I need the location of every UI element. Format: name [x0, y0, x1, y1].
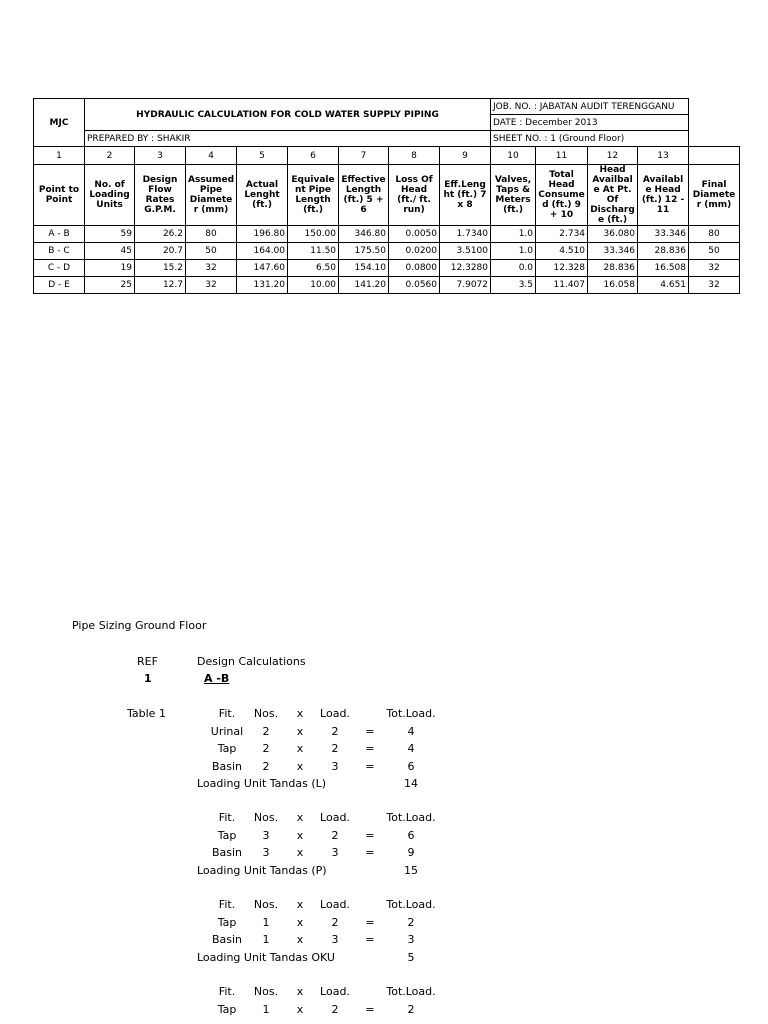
column-header: Equivale nt Pipe Length (ft.): [288, 165, 339, 226]
column-header: Effective Length (ft.) 5 + 6: [339, 165, 389, 226]
loading-unit-total: 14: [404, 777, 418, 790]
calc-cell: x: [296, 1003, 304, 1016]
calc-cell: 2: [331, 725, 339, 738]
col-number: 4: [186, 147, 237, 165]
calc-column-header: Tot.Load.: [386, 985, 436, 998]
table-cell: 0.0: [491, 260, 536, 277]
calc-column-header: Tot.Load.: [386, 811, 436, 824]
col-number: 9: [440, 147, 491, 165]
column-header: Head Availbal e At Pt. Of Discharg e (ft.): [588, 165, 638, 226]
table-cell: 15.2: [135, 260, 186, 277]
table-cell: 36.080: [588, 226, 638, 243]
calc-cell: 6: [407, 760, 415, 773]
table-cell: 50: [186, 243, 237, 260]
table-cell: 196.80: [237, 226, 288, 243]
table-cell: 16.058: [588, 277, 638, 294]
col-number: 13: [638, 147, 689, 165]
table-cell: 164.00: [237, 243, 288, 260]
loading-unit-total-label: Loading Unit Tandas OKU: [197, 951, 335, 964]
calc-column-header: Load.: [320, 707, 350, 720]
col-number: 12: [588, 147, 638, 165]
calc-cell: 2: [262, 742, 270, 755]
calc-cell: 1: [262, 1003, 270, 1016]
table-cell: B - C: [34, 243, 85, 260]
table-cell: 12.3280: [440, 260, 491, 277]
table-cell: 20.7: [135, 243, 186, 260]
table-cell: 1.0: [491, 226, 536, 243]
table-cell: 11.50: [288, 243, 339, 260]
calc-column-header: Load.: [320, 985, 350, 998]
table-cell: 7.9072: [440, 277, 491, 294]
table-cell: A - B: [34, 226, 85, 243]
calc-column-header: Fit.: [218, 898, 236, 911]
table-cell: 32: [186, 277, 237, 294]
title-row-3: [34, 131, 740, 147]
calc-cell: Tap: [217, 1003, 237, 1016]
loading-unit-total: 15: [404, 864, 418, 877]
table-cell: 175.50: [339, 243, 389, 260]
table-cell: 10.00: [288, 277, 339, 294]
table-cell: C - D: [34, 260, 85, 277]
table-cell: 80: [186, 226, 237, 243]
calc-cell: =: [365, 933, 375, 946]
table-cell: D - E: [34, 277, 85, 294]
col-number: 1: [34, 147, 85, 165]
table-cell: 346.80: [339, 226, 389, 243]
col-number: 3: [135, 147, 186, 165]
table-cell: 3.5100: [440, 243, 491, 260]
calc-cell: =: [365, 916, 375, 929]
table-cell: 1.7340: [440, 226, 491, 243]
table-cell: 4.510: [536, 243, 588, 260]
col-number: 5: [237, 147, 288, 165]
calc-cell: 3: [331, 760, 339, 773]
sheet-number: SHEET NO. : 1 (Ground Floor): [491, 131, 689, 147]
column-header: Assumed Pipe Diamete r (mm): [186, 165, 237, 226]
calc-cell: =: [365, 829, 375, 842]
column-header: Loss Of Head (ft./ ft. run): [389, 165, 440, 226]
column-header: Valves, Taps & Meters (ft.): [491, 165, 536, 226]
hydraulic-calculation-table: [33, 98, 740, 294]
calc-cell: 3: [331, 846, 339, 859]
column-header: Design Flow Rates G.P.M.: [135, 165, 186, 226]
table-row: [34, 226, 740, 243]
table-reference: Table 1: [127, 707, 166, 720]
calc-cell: x: [296, 829, 304, 842]
calc-cell: Basin: [211, 846, 243, 859]
calc-column-header: Tot.Load.: [386, 707, 436, 720]
calc-cell: 6: [407, 829, 415, 842]
calc-cell: 4: [407, 742, 415, 755]
calc-column-header: Nos.: [253, 985, 279, 998]
calc-cell: 3: [262, 829, 270, 842]
table-cell: 131.20: [237, 277, 288, 294]
table-cell: 32: [689, 277, 740, 294]
calc-cell: 2: [331, 1003, 339, 1016]
calc-cell: Tap: [217, 916, 237, 929]
column-header-row: [34, 165, 740, 226]
calc-column-header: Nos.: [253, 707, 279, 720]
calc-column-header: Tot.Load.: [386, 898, 436, 911]
calc-cell: Urinal: [210, 725, 244, 738]
title-row-1: [34, 99, 740, 115]
calc-cell: 2: [262, 725, 270, 738]
col-number: 11: [536, 147, 588, 165]
col-number: 2: [85, 147, 135, 165]
calc-column-header: Fit.: [218, 811, 236, 824]
table-cell: 2.734: [536, 226, 588, 243]
col-number: 8: [389, 147, 440, 165]
calc-column-header: Nos.: [253, 811, 279, 824]
table-cell: 19: [85, 260, 135, 277]
calc-cell: 2: [407, 1003, 415, 1016]
calc-cell: 2: [407, 916, 415, 929]
calc-cell: x: [296, 933, 304, 946]
table-title: HYDRAULIC CALCULATION FOR COLD WATER SUPPLY PIPING: [85, 99, 491, 131]
calc-cell: 3: [331, 933, 339, 946]
calc-cell: x: [296, 916, 304, 929]
calc-cell: =: [365, 1003, 375, 1016]
calc-column-header: Nos.: [253, 898, 279, 911]
section-label: A -B: [204, 672, 230, 685]
calc-cell: 4: [407, 725, 415, 738]
calc-cell: x: [296, 846, 304, 859]
ref-label: REF: [137, 655, 158, 668]
table-cell: 0.0200: [389, 243, 440, 260]
table-cell: 28.836: [588, 260, 638, 277]
table-cell: 150.00: [288, 226, 339, 243]
column-header: Availabl e Head (ft.) 12 - 11: [638, 165, 689, 226]
table-cell: 6.50: [288, 260, 339, 277]
calc-column-header: x: [296, 898, 304, 911]
calc-cell: Basin: [211, 760, 243, 773]
table-cell: 32: [186, 260, 237, 277]
col-number: 6: [288, 147, 339, 165]
table-cell: 45: [85, 243, 135, 260]
calc-column-header: Fit.: [218, 707, 236, 720]
calc-cell: Tap: [217, 742, 237, 755]
calc-cell: =: [365, 742, 375, 755]
calc-cell: 1: [262, 933, 270, 946]
loading-unit-total: 5: [407, 951, 415, 964]
calc-cell: 2: [331, 829, 339, 842]
table-cell: 32: [689, 260, 740, 277]
table-cell: 16.508: [638, 260, 689, 277]
calc-cell: x: [296, 760, 304, 773]
calc-cell: Tap: [217, 829, 237, 842]
table-cell: 0.0560: [389, 277, 440, 294]
calc-column-header: x: [296, 707, 304, 720]
table-cell: 11.407: [536, 277, 588, 294]
table-row: [34, 277, 740, 294]
calc-cell: x: [296, 742, 304, 755]
table-cell: 33.346: [638, 226, 689, 243]
prepared-by: PREPARED BY : SHAKIR: [85, 131, 491, 147]
table-cell: 26.2: [135, 226, 186, 243]
table-cell: 50: [689, 243, 740, 260]
table-cell: 59: [85, 226, 135, 243]
table-cell: 3.5: [491, 277, 536, 294]
calc-cell: =: [365, 760, 375, 773]
calc-column-header: Load.: [320, 811, 350, 824]
company-code: MJC: [34, 99, 85, 147]
table-cell: 141.20: [339, 277, 389, 294]
table-row: [34, 243, 740, 260]
column-header: Total Head Consume d (ft.) 9 + 10: [536, 165, 588, 226]
column-header: Actual Lenght (ft.): [237, 165, 288, 226]
date-field: DATE : December 2013: [491, 115, 689, 131]
table-cell: 12.7: [135, 277, 186, 294]
calc-cell: 1: [262, 916, 270, 929]
calc-cell: 2: [331, 742, 339, 755]
calc-cell: =: [365, 725, 375, 738]
col-number: 10: [491, 147, 536, 165]
calc-cell: 3: [262, 846, 270, 859]
column-header: Point to Point: [34, 165, 85, 226]
table-row: [34, 260, 740, 277]
calc-cell: 9: [407, 846, 415, 859]
calc-cell: 2: [262, 760, 270, 773]
calc-column-header: x: [296, 985, 304, 998]
table-cell: 28.836: [638, 243, 689, 260]
loading-unit-total-label: Loading Unit Tandas (L): [197, 777, 327, 790]
table-cell: 4.651: [638, 277, 689, 294]
calc-cell: 3: [407, 933, 415, 946]
table-cell: 147.60: [237, 260, 288, 277]
col-number: 7: [339, 147, 389, 165]
table-cell: 33.346: [588, 243, 638, 260]
table-cell: 0.0050: [389, 226, 440, 243]
column-header: Eff.Leng ht (ft.) 7 x 8: [440, 165, 491, 226]
column-header: Final Diamete r (mm): [689, 165, 740, 226]
design-calculations-label: Design Calculations: [197, 655, 306, 668]
pipe-sizing-heading: Pipe Sizing Ground Floor: [72, 619, 207, 632]
table-cell: 25: [85, 277, 135, 294]
calc-column-header: x: [296, 811, 304, 824]
calc-cell: 2: [331, 916, 339, 929]
table-cell: 12.328: [536, 260, 588, 277]
loading-unit-total-label: Loading Unit Tandas (P): [197, 864, 327, 877]
table-cell: 154.10: [339, 260, 389, 277]
ref-number: 1: [144, 672, 152, 685]
table-cell: 1.0: [491, 243, 536, 260]
calc-column-header: Load.: [320, 898, 350, 911]
job-number: JOB. NO. : JABATAN AUDIT TERENGGANU: [491, 99, 689, 115]
calc-column-header: Fit.: [218, 985, 236, 998]
calc-cell: x: [296, 725, 304, 738]
column-number-row: [34, 147, 740, 165]
calc-cell: =: [365, 846, 375, 859]
table-cell: 80: [689, 226, 740, 243]
calc-cell: Basin: [211, 933, 243, 946]
table-cell: 0.0800: [389, 260, 440, 277]
column-header: No. of Loading Units: [85, 165, 135, 226]
